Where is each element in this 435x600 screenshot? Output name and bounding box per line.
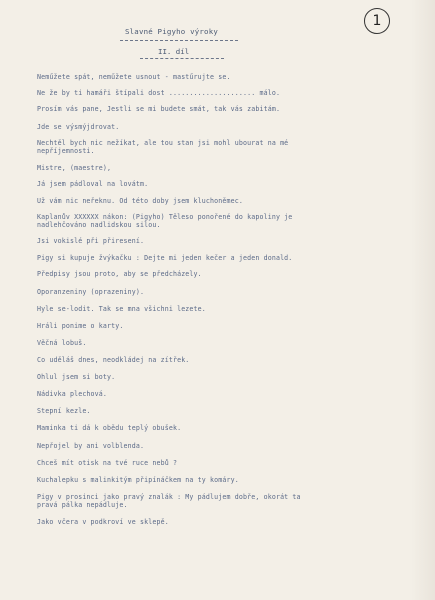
text-line: Nádivka plechová. — [37, 390, 108, 398]
text-line: Už vám nic neřeknu. Od této doby jsem kluchoněmec. — [37, 197, 243, 205]
text-line: Ne že by ti hamáři štípali dost ..................... málo. — [37, 89, 281, 97]
text-line: Hyle se-lodit. Tak se mna všichni lezete. — [37, 305, 206, 313]
text-line: Prosím vás pane, Jestli se mi budete smát, tak vás zabitám. — [37, 105, 281, 113]
title-underline — [120, 40, 238, 41]
text-line: Neműžete spát, neműžete usnout - mastűrujte se. — [37, 73, 231, 81]
page-number: 1 — [364, 8, 390, 34]
text-line: Ohlul jsem si boty. — [37, 373, 116, 381]
text-line: Mistre, (maestre), — [37, 164, 112, 172]
text-line: Chceš mít otisk na tvé ruce nebů ? — [37, 459, 178, 467]
subtitle-underline — [140, 58, 224, 59]
text-line: Kaplanův XXXXXX nákon: (Pigyho) Těleso ponořené do kapoliny je — [37, 213, 293, 221]
document-title: Slavné Pigyho výroky — [125, 27, 218, 36]
text-line: Pigy v prosinci jako pravý znalák : My pádlujem dobře, okorát ta — [37, 493, 301, 501]
text-line: nepříjemnosti. — [37, 147, 95, 155]
text-line: Stepní kezle. — [37, 407, 91, 415]
text-line: Oporanzeniny (oprazeniny). — [37, 288, 145, 296]
text-line: Jsi vokislé při přiresení. — [37, 237, 145, 245]
text-line: Nechtěl bych nic nežíkat, ale tou stan jsi mohl ubourat na mé — [37, 139, 289, 147]
text-line: Nepřojel by ani volblenda. — [37, 442, 145, 450]
text-line: Kuchalepku s malinkitým připínáčkem na ty komáry. — [37, 476, 239, 484]
text-line: Předpisy jsou proto, aby se předcházely. — [37, 270, 202, 278]
text-line: Maminka ti dá k obědu teplý obušek. — [37, 424, 182, 432]
text-line: Pigy si kupuje žvýkačku : Dejte mi jeden kečer a jeden donald. — [37, 254, 293, 262]
document-subtitle: II. díl — [158, 47, 190, 56]
text-line: nadlehčováno nadlidskou silou. — [37, 221, 161, 229]
text-line: Jde se výsmýjdrovat. — [37, 123, 120, 131]
page-edge-shadow — [411, 0, 435, 600]
text-line: Co uděláš dnes, neodkládej na zítřek. — [37, 356, 190, 364]
text-line: Já jsem pádloval na lovátm. — [37, 180, 149, 188]
text-line: Hráli ponime o karty. — [37, 322, 124, 330]
text-line: Věčná lobuš. — [37, 339, 87, 347]
text-line: pravá pálka nepádluje. — [37, 501, 128, 509]
text-line: Jako včera v podkroví ve sklepě. — [37, 518, 169, 526]
